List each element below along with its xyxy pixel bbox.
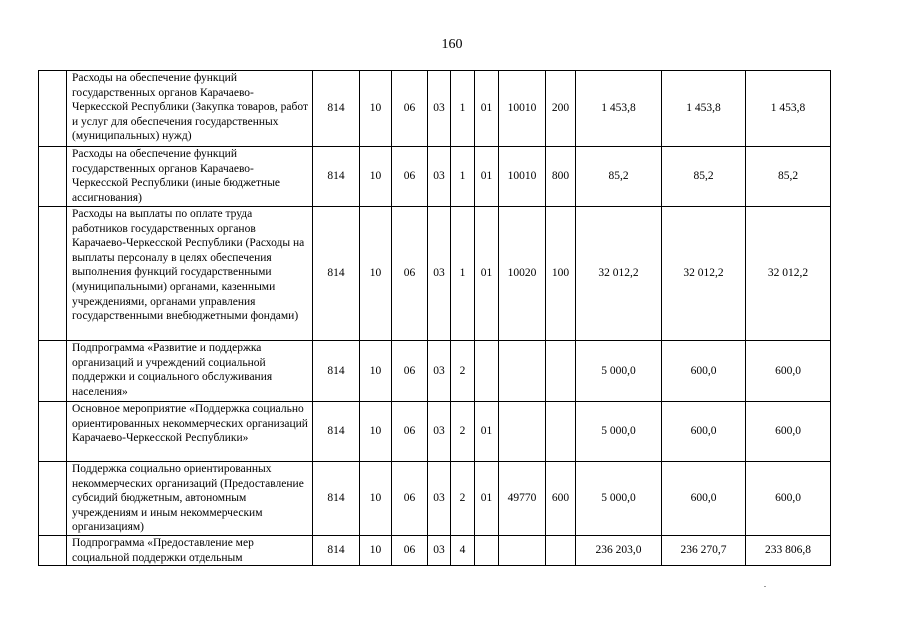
program-cell: 03 (428, 536, 451, 566)
subsection-cell: 06 (392, 147, 428, 207)
subprogram-cell: 2 (451, 341, 475, 402)
amount-2-cell: 600,0 (662, 402, 746, 462)
program-cell: 03 (428, 71, 451, 147)
ministry-cell: 814 (313, 536, 360, 566)
table-row (39, 341, 831, 402)
description-cell: Поддержка социально ориентированных некоммерческих организаций (Предоставление субсидий бюджетным, автономным учреждениям и иным некоммерческим организациям) (67, 462, 313, 536)
subsection-cell: 06 (392, 402, 428, 462)
amount-1-cell: 5 000,0 (576, 402, 662, 462)
description-cell: Подпрограмма «Предоставление мер социальной поддержки отдельным (67, 536, 313, 566)
ministry-cell: 814 (313, 207, 360, 341)
expense-type-cell (546, 536, 576, 566)
direction-cell (499, 402, 546, 462)
expense-type-cell: 600 (546, 462, 576, 536)
event-cell: 01 (475, 207, 499, 341)
amount-3-cell: 233 806,8 (746, 536, 831, 566)
direction-cell: 49770 (499, 462, 546, 536)
page-number: 160 (441, 37, 463, 52)
table-row (39, 536, 831, 566)
ministry-cell: 814 (313, 402, 360, 462)
program-cell: 03 (428, 341, 451, 402)
amount-2-cell: 85,2 (662, 147, 746, 207)
program-cell: 03 (428, 462, 451, 536)
direction-cell: 10010 (499, 71, 546, 147)
amount-2-cell: 236 270,7 (662, 536, 746, 566)
amount-2-cell: 600,0 (662, 341, 746, 402)
amount-3-cell: 600,0 (746, 341, 831, 402)
amount-1-cell: 1 453,8 (576, 71, 662, 147)
subprogram-cell: 2 (451, 462, 475, 536)
table-row (39, 147, 831, 207)
section-cell: 10 (360, 341, 392, 402)
subprogram-cell: 4 (451, 536, 475, 566)
expense-type-cell (546, 402, 576, 462)
subsection-cell: 06 (392, 71, 428, 147)
amount-1-cell: 85,2 (576, 147, 662, 207)
event-cell (475, 536, 499, 566)
amount-3-cell: 600,0 (746, 462, 831, 536)
description-cell: Расходы на обеспечение функций государственных органов Карачаево-Черкесской Республики (иные бюджетные ассигнования) (67, 147, 313, 207)
description-cell: Подпрограмма «Развитие и поддержка организаций и учреждений социальной поддержки и социального обслуживания населения» (67, 341, 313, 402)
ministry-cell: 814 (313, 341, 360, 402)
section-cell: 10 (360, 536, 392, 566)
section-cell: 10 (360, 71, 392, 147)
direction-cell: 10010 (499, 147, 546, 207)
direction-cell (499, 341, 546, 402)
expense-type-cell: 200 (546, 71, 576, 147)
expense-type-cell (546, 341, 576, 402)
table-row (39, 402, 831, 462)
program-cell: 03 (428, 402, 451, 462)
direction-cell (499, 536, 546, 566)
scan-speck (764, 586, 766, 587)
subprogram-cell: 1 (451, 147, 475, 207)
description-cell: Расходы на обеспечение функций государственных органов Карачаево-Черкесской Республики (Закупка товаров, работ и услуг для обеспечения государственных (муниципальных) нужд) (67, 71, 313, 147)
row-number-cell (39, 462, 67, 536)
row-number-cell (39, 536, 67, 566)
table-row (39, 462, 831, 536)
subsection-cell: 06 (392, 462, 428, 536)
subprogram-cell: 2 (451, 402, 475, 462)
amount-3-cell: 1 453,8 (746, 71, 831, 147)
subprogram-cell: 1 (451, 71, 475, 147)
row-number-cell (39, 71, 67, 147)
event-cell: 01 (475, 71, 499, 147)
table-row (39, 71, 831, 147)
amount-1-cell: 5 000,0 (576, 341, 662, 402)
amount-2-cell: 32 012,2 (662, 207, 746, 341)
row-number-cell (39, 147, 67, 207)
amount-1-cell: 5 000,0 (576, 462, 662, 536)
expense-type-cell: 100 (546, 207, 576, 341)
ministry-cell: 814 (313, 147, 360, 207)
event-cell: 01 (475, 462, 499, 536)
subsection-cell: 06 (392, 207, 428, 341)
amount-3-cell: 85,2 (746, 147, 831, 207)
table-row (39, 207, 831, 341)
row-number-cell (39, 207, 67, 341)
subsection-cell: 06 (392, 341, 428, 402)
ministry-cell: 814 (313, 71, 360, 147)
subprogram-cell: 1 (451, 207, 475, 341)
amount-2-cell: 600,0 (662, 462, 746, 536)
amount-3-cell: 600,0 (746, 402, 831, 462)
row-number-cell (39, 402, 67, 462)
description-cell: Основное мероприятие «Поддержка социально ориентированных некоммерческих организаций Карачаево-Черкесской Республики» (67, 402, 313, 462)
event-cell (475, 341, 499, 402)
ministry-cell: 814 (313, 462, 360, 536)
amount-2-cell: 1 453,8 (662, 71, 746, 147)
event-cell: 01 (475, 147, 499, 207)
amount-1-cell: 236 203,0 (576, 536, 662, 566)
section-cell: 10 (360, 402, 392, 462)
program-cell: 03 (428, 207, 451, 341)
program-cell: 03 (428, 147, 451, 207)
budget-table (38, 70, 831, 566)
subsection-cell: 06 (392, 536, 428, 566)
description-cell: Расходы на выплаты по оплате труда работников государственных органов Карачаево-Черкесской Республики (Расходы на выплаты персоналу в целях обеспечения выполнения функций государственными (муниципальными) органами, казенными учреждениями, органами управления государственными внебюджетными фондами) (67, 207, 313, 341)
row-number-cell (39, 341, 67, 402)
amount-1-cell: 32 012,2 (576, 207, 662, 341)
event-cell: 01 (475, 402, 499, 462)
section-cell: 10 (360, 462, 392, 536)
section-cell: 10 (360, 207, 392, 341)
expense-type-cell: 800 (546, 147, 576, 207)
amount-3-cell: 32 012,2 (746, 207, 831, 341)
section-cell: 10 (360, 147, 392, 207)
direction-cell: 10020 (499, 207, 546, 341)
